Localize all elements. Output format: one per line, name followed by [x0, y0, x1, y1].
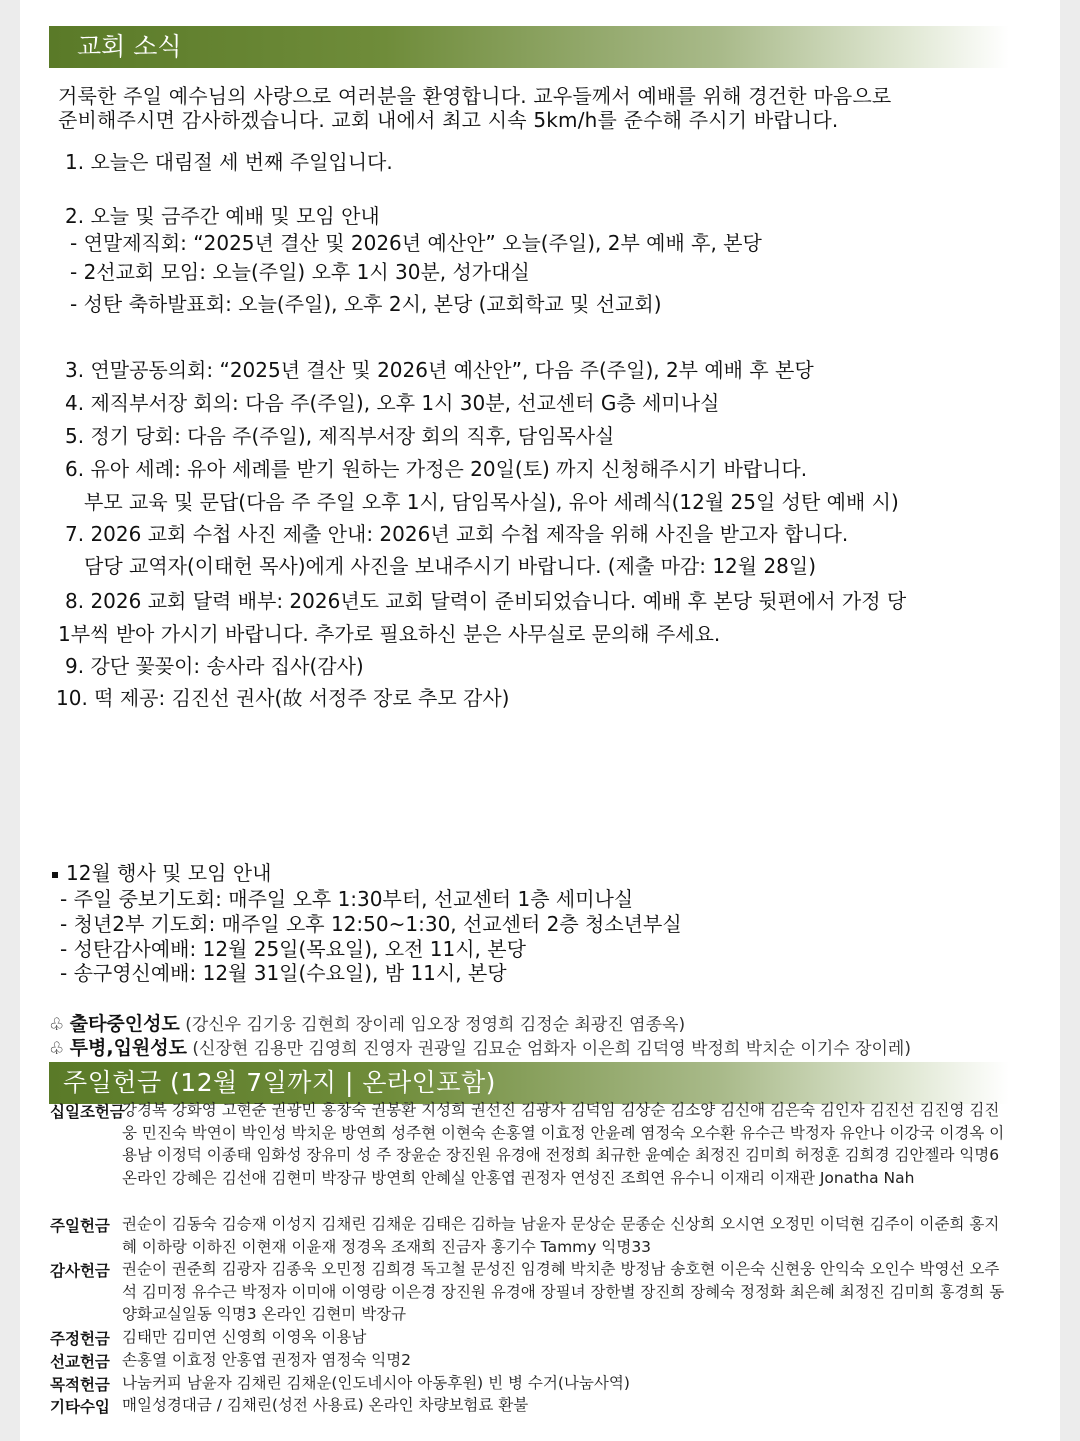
clover-icon: ♧: [49, 1015, 65, 1035]
sick-members-row: [49, 1033, 911, 1060]
clover-icon: ♧: [49, 1039, 65, 1059]
intro-line-2: 준비해주시면 감사하겠습니다. 교회 내에서 최고 시속 5km/h를 준수해 주시기 바랍니다.: [58, 108, 839, 132]
news-item-2: 2. 오늘 및 금주간 예배 및 모임 안내: [65, 204, 380, 228]
sick-members-label: 투병,입원성도: [69, 1037, 187, 1059]
travel-members-row: [49, 1009, 685, 1036]
news-item-1: 1. 오늘은 대림절 세 번째 주일입니다.: [65, 150, 393, 174]
offering-names-weekly: 김태만 김미연 신영희 이영옥 이용남: [122, 1328, 367, 1346]
news-item-7: 7. 2026 교회 수첩 사진 제출 안내: 2026년 교회 수첩 제작을 위해 사진을 받고자 합니다.: [65, 522, 849, 546]
news-item-6: 6. 유아 세례: 유아 세례를 받기 원하는 가정은 20일(토) 까지 신청해주시기 바랍니다.: [65, 457, 808, 481]
sick-members-names: (신장현 김용만 김영희 진영자 권광일 김묘순 엄화자 이은희 김덕영 박정희 박치순 이기수 장이레): [192, 1039, 911, 1059]
intro-line-1: 거룩한 주일 예수님의 사랑으로 여러분을 환영합니다. 교우들께서 예배를 위해 경건한 마음으로: [58, 84, 892, 108]
offerings-section-title: 주일헌금 (12월 7일까지 | 온라인포함): [49, 1062, 1009, 1104]
news-subitem-2b: - 2선교회 모임: 오늘(주일) 오후 1시 30분, 성가대실: [70, 260, 530, 284]
event-item-1: - 주일 중보기도회: 매주일 오후 1:30부터, 선교센터 1층 세미나실: [60, 887, 634, 911]
news-item-7-cont: 담당 교역자(이태헌 목사)에게 사진을 보내주시기 바랍니다. (제출 마감: 12월 28일): [84, 554, 817, 578]
bullet-icon: [52, 872, 58, 878]
news-subitem-2a: - 연말제직회: “2025년 결산 및 2026년 예산안” 오늘(주일), 2부 예배 후, 본당: [70, 231, 762, 255]
offering-label-thanks: 감사헌금: [50, 1262, 110, 1280]
news-item-8-cont: 1부씩 받아 가시기 바랍니다. 추가로 필요하신 분은 사무실로 문의해 주세요.: [58, 622, 721, 646]
news-item-3: 3. 연말공동의회: “2025년 결산 및 2026년 예산안”, 다음 주(주일), 2부 예배 후 본당: [65, 358, 814, 382]
offering-label-mission: 선교헌금: [50, 1353, 110, 1371]
bulletin-page: [20, 0, 1060, 1441]
offering-label-sunday: 주일헌금: [50, 1217, 110, 1235]
event-item-3: - 성탄감사예배: 12월 25일(목요일), 오전 11시, 본당: [60, 937, 526, 961]
news-item-9: 9. 강단 꽃꽂이: 송사라 집사(감사): [65, 654, 364, 678]
news-item-8: 8. 2026 교회 달력 배부: 2026년도 교회 달력이 준비되었습니다. 예배 후 본당 뒷편에서 가정 당: [65, 589, 907, 613]
offering-label-purpose: 목적헌금: [50, 1376, 110, 1394]
offering-label-weekly: 주정헌금: [50, 1330, 110, 1348]
news-item-10: 10. 떡 제공: 김진선 권사(故 서정주 장로 추모 감사): [56, 686, 510, 710]
news-subitem-2c: - 성탄 축하발표회: 오늘(주일), 오후 2시, 본당 (교회학교 및 선교회): [70, 292, 662, 316]
event-item-2: - 청년2부 기도회: 매주일 오후 12:50~1:30, 선교센터 2층 청소년부실: [60, 912, 682, 936]
offering-names-tithe: 강경복 강화영 고현준 권광민 홍창숙 권봉환 지성희 권선진 김광자 김덕임 김상순 김소양 김신애 김은숙 김인자 김진선 김진영 김진웅 민진숙 박연이 박인성 박치운 방연희 성주현 이현숙 손홍열 이효정 안윤례 염정숙 오수환 유수근 박정자 유안나 이강국 이경옥 이용남 이정덕 이종태 임화성 장유미 성 주 장윤순 장진원 유경애 전정희 최규한 윤예순 최정진 김미희 허정훈 김희경 김안젤라 익명6 온라인 강혜은 김선애 김현미 박장규 방연희 안혜실 안홍엽 권정자 연성진 조희연 유수니 이재리 이재관 Jonatha Nah: [122, 1101, 1005, 1187]
event-item-4: - 송구영신예배: 12월 31일(수요일), 밤 11시, 본당: [60, 961, 507, 985]
news-item-4: 4. 제직부서장 회의: 다음 주(주일), 오후 1시 30분, 선교센터 G층 세미나실: [65, 391, 720, 415]
offering-label-tithe: 십일조헌금: [50, 1103, 125, 1121]
offering-names-mission: 손홍열 이효정 안홍엽 권정자 염정숙 익명2: [122, 1351, 412, 1369]
offering-names-sunday: 권순이 김동숙 김승재 이성지 김채린 김채운 김태은 김하늘 남윤자 문상순 문종순 신상희 오시연 오정민 이덕현 김주이 이준희 홍지혜 이하랑 이하진 이현재 이윤재 정경옥 조재희 진금자 홍기수 Tammy 익명33: [122, 1215, 1000, 1256]
news-section-title: 교회 소식: [49, 26, 1009, 68]
events-heading-text: 12월 행사 및 모임 안내: [66, 861, 272, 885]
offering-names-other: 매일성경대금 / 김채린(성전 사용료) 온라인 차량보험료 환불: [122, 1396, 529, 1414]
news-item-5: 5. 정기 당회: 다음 주(주일), 제직부서장 회의 직후, 담임목사실: [65, 424, 615, 448]
offering-names-thanks: 권순이 권준희 김광자 김종욱 오민정 김희경 독고철 문성진 임경혜 박치춘 방정남 송호현 이은숙 신현웅 안익숙 오인수 박영선 오주석 김미정 유수근 박정자 이미애 이영랑 이은경 장진원 유경애 장필녀 장한별 장진희 장혜숙 정정화 최은혜 최정진 김미희 홍경희 동양화교실일동 익명3 온라인 김현미 박장규: [122, 1260, 1005, 1324]
travel-members-names: (강신우 김기웅 김현희 장이레 임오장 정영희 김정순 최광진 염종옥): [185, 1015, 686, 1035]
events-heading: [52, 857, 271, 886]
offering-label-other: 기타수입: [50, 1398, 110, 1416]
offering-names-purpose: 나눔커피 남윤자 김채린 김채운(인도네시아 아동후원) 빈 병 수거(나눔사역): [122, 1374, 630, 1392]
news-item-6-cont: 부모 교육 및 문답(다음 주 주일 오후 1시, 담임목사실), 유아 세례식(12월 25일 성탄 예배 시): [84, 490, 899, 514]
travel-members-label: 출타중인성도: [69, 1013, 180, 1035]
